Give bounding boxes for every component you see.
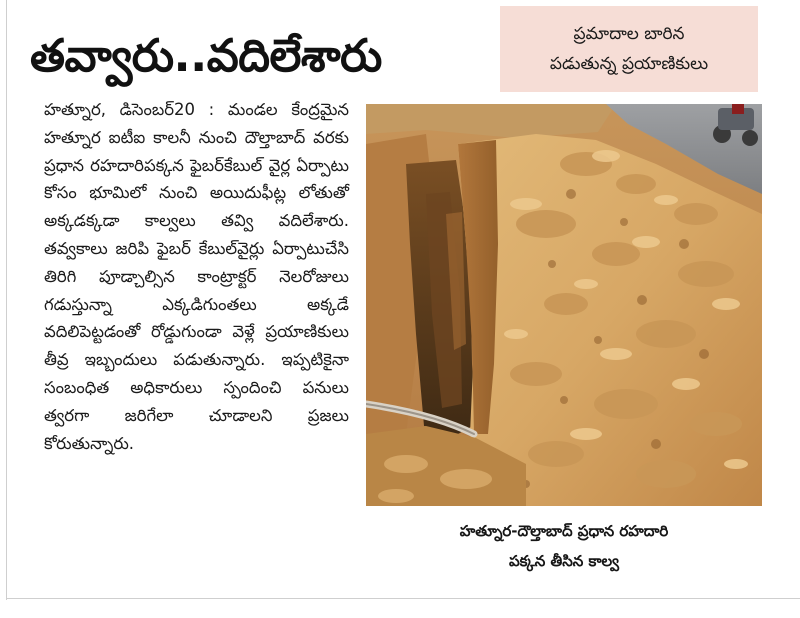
trench-photo <box>366 104 762 506</box>
frame-border-bottom <box>6 598 800 599</box>
caption-line-1: హత్నూర-దౌల్తాబాద్ ప్రధాన రహదారి <box>459 522 669 540</box>
kicker-line-2: పడుతున్న ప్రయాణికులు <box>549 54 709 74</box>
kicker-line-1: ప్రమాదాల బారిన <box>573 24 685 44</box>
frame-border-left <box>6 0 7 600</box>
kicker-box <box>500 6 758 92</box>
photo-caption <box>366 516 762 576</box>
caption-line-2: పక్కన తీసిన కాల్వ <box>508 552 619 570</box>
headline: తవ్వారు..వదిలేశారు <box>30 29 382 82</box>
article-body: హత్నూర, డిసెంబర్‌20 : మండల కేంద్రమైన హత్నూర ఐటీఐ కాలనీ నుంచి దౌల్తాబాద్ వరకు ప్రధాన రహదారిపక్కన ఫైబర్‌కేబుల్ వైర్ల ఏర్పాటు కోసం భూమిలో నుంచి అయిదుఫీట్ల లోతుతో అక్కడక్కడా కాల్వలు తవ్వి వదిలేశారు. తవ్వకాలు జరిపి ఫైబర్ కేబుల్‌వైర్లు ఏర్పాటుచేసి తిరిగి పూడ్చాల్సిన కాంట్రాక్టర్ నెలరోజులు గడుస్తున్నా ఎక్కడిగుంతలు అక్కడే వదిలిపెట్టడంతో రోడ్డుగుండా వెళ్లే ప్రయాణికులు తీవ్ర ఇబ్బందులు పడుతున్నారు. ఇప్పటికైనా సంబంధిత అధికారులు స్పందించి పనులు త్వరగా జరిగేలా చూడాలని ప్రజలు కోరుతున్నారు. <box>44 100 349 453</box>
